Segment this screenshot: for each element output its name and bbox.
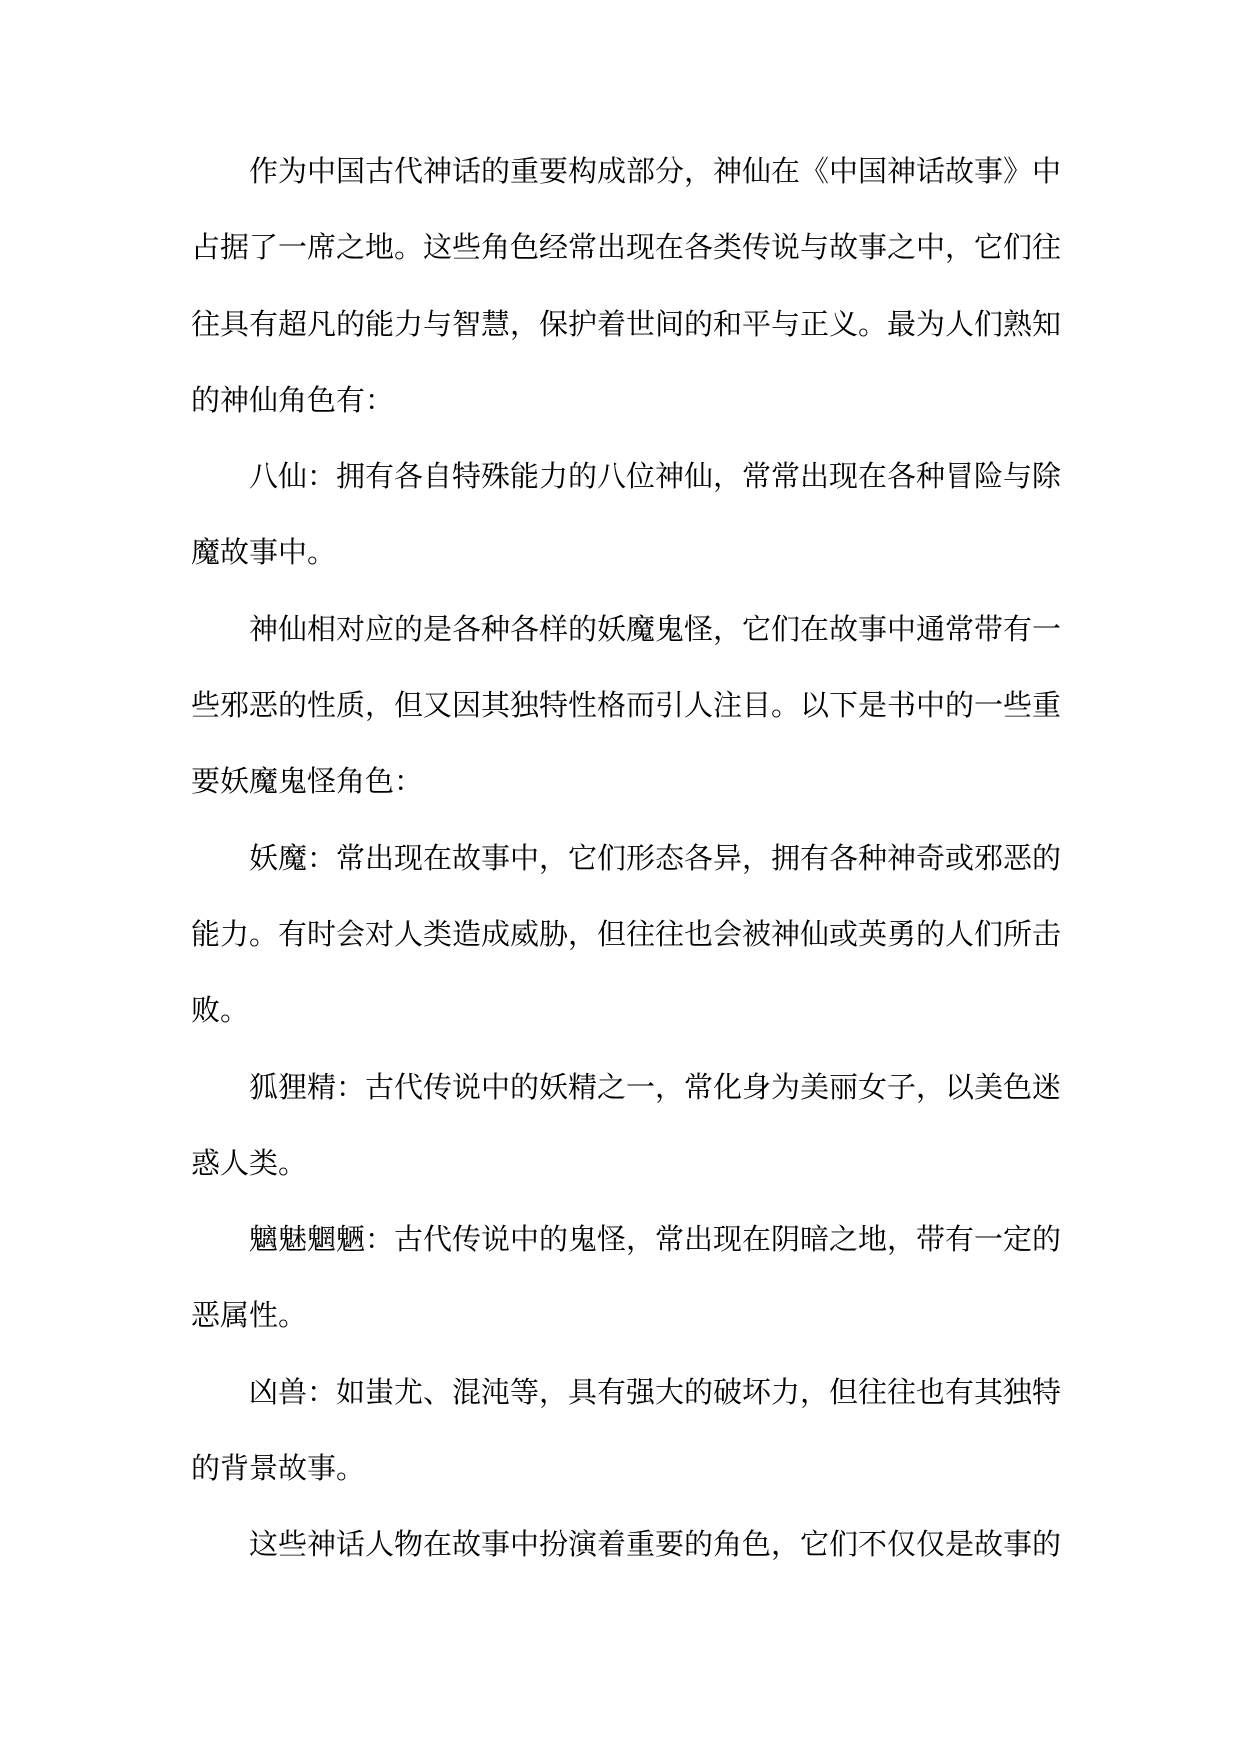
paragraph-line: 凶兽：如蚩尤、混沌等，具有强大的破坏力，但往往也有其独特 [249,1376,1061,1409]
paragraph-line: 败。 [191,995,250,1028]
paragraph-line: 作为中国古代神话的重要构成部分，神仙在《中国神话故事》中 [249,156,1061,188]
paragraph-line: 往具有超凡的能力与智慧，保护着世间的和平与正义。最为人们熟知 [191,308,1061,341]
document-body [191,134,1061,1584]
paragraph-conclusion [191,1507,1061,1583]
paragraph-demons [191,821,1061,1050]
paragraph-line: 魑魅魍魉：古代传说中的鬼怪，常出现在阴暗之地，带有一定的 [249,1224,1061,1257]
paragraph-fierce-beasts [191,1355,1061,1508]
paragraph-line: 恶属性。 [191,1300,308,1333]
paragraph-intro-deities [191,134,1061,439]
paragraph-line: 魔故事中。 [191,537,337,570]
paragraph-line: 狐狸精：古代传说中的妖精之一，常化身为美丽女子，以美色迷 [249,1071,1061,1104]
paragraph-line: 神仙相对应的是各种各样的妖魔鬼怪，它们在故事中通常带有一 [249,613,1061,646]
paragraph-line: 妖魔：常出现在故事中，它们形态各异，拥有各种神奇或邪恶的 [249,842,1061,875]
paragraph-line: 的神仙角色有： [191,384,395,417]
paragraph-line: 这些神话人物在故事中扮演着重要的角色，它们不仅仅是故事的 [249,1529,1061,1562]
paragraph-line: 八仙：拥有各自特殊能力的八位神仙，常常出现在各种冒险与除 [249,461,1061,494]
paragraph-eight-immortals [191,439,1061,592]
paragraph-line: 的背景故事。 [191,1453,366,1486]
paragraph-line: 占据了一席之地。这些角色经常出现在各类传说与故事之中，它们往 [191,232,1061,265]
paragraph-line: 些邪恶的性质，但又因其独特性格而引人注目。以下是书中的一些重 [191,690,1061,723]
paragraph-intro-monsters [191,592,1061,821]
paragraph-line: 惑人类。 [191,1147,308,1180]
paragraph-fox-spirit [191,1050,1061,1203]
paragraph-line: 能力。有时会对人类造成威胁，但往往也会被神仙或英勇的人们所击 [191,918,1061,951]
paragraph-ghosts [191,1202,1061,1355]
paragraph-line: 要妖魔鬼怪角色： [191,766,424,799]
